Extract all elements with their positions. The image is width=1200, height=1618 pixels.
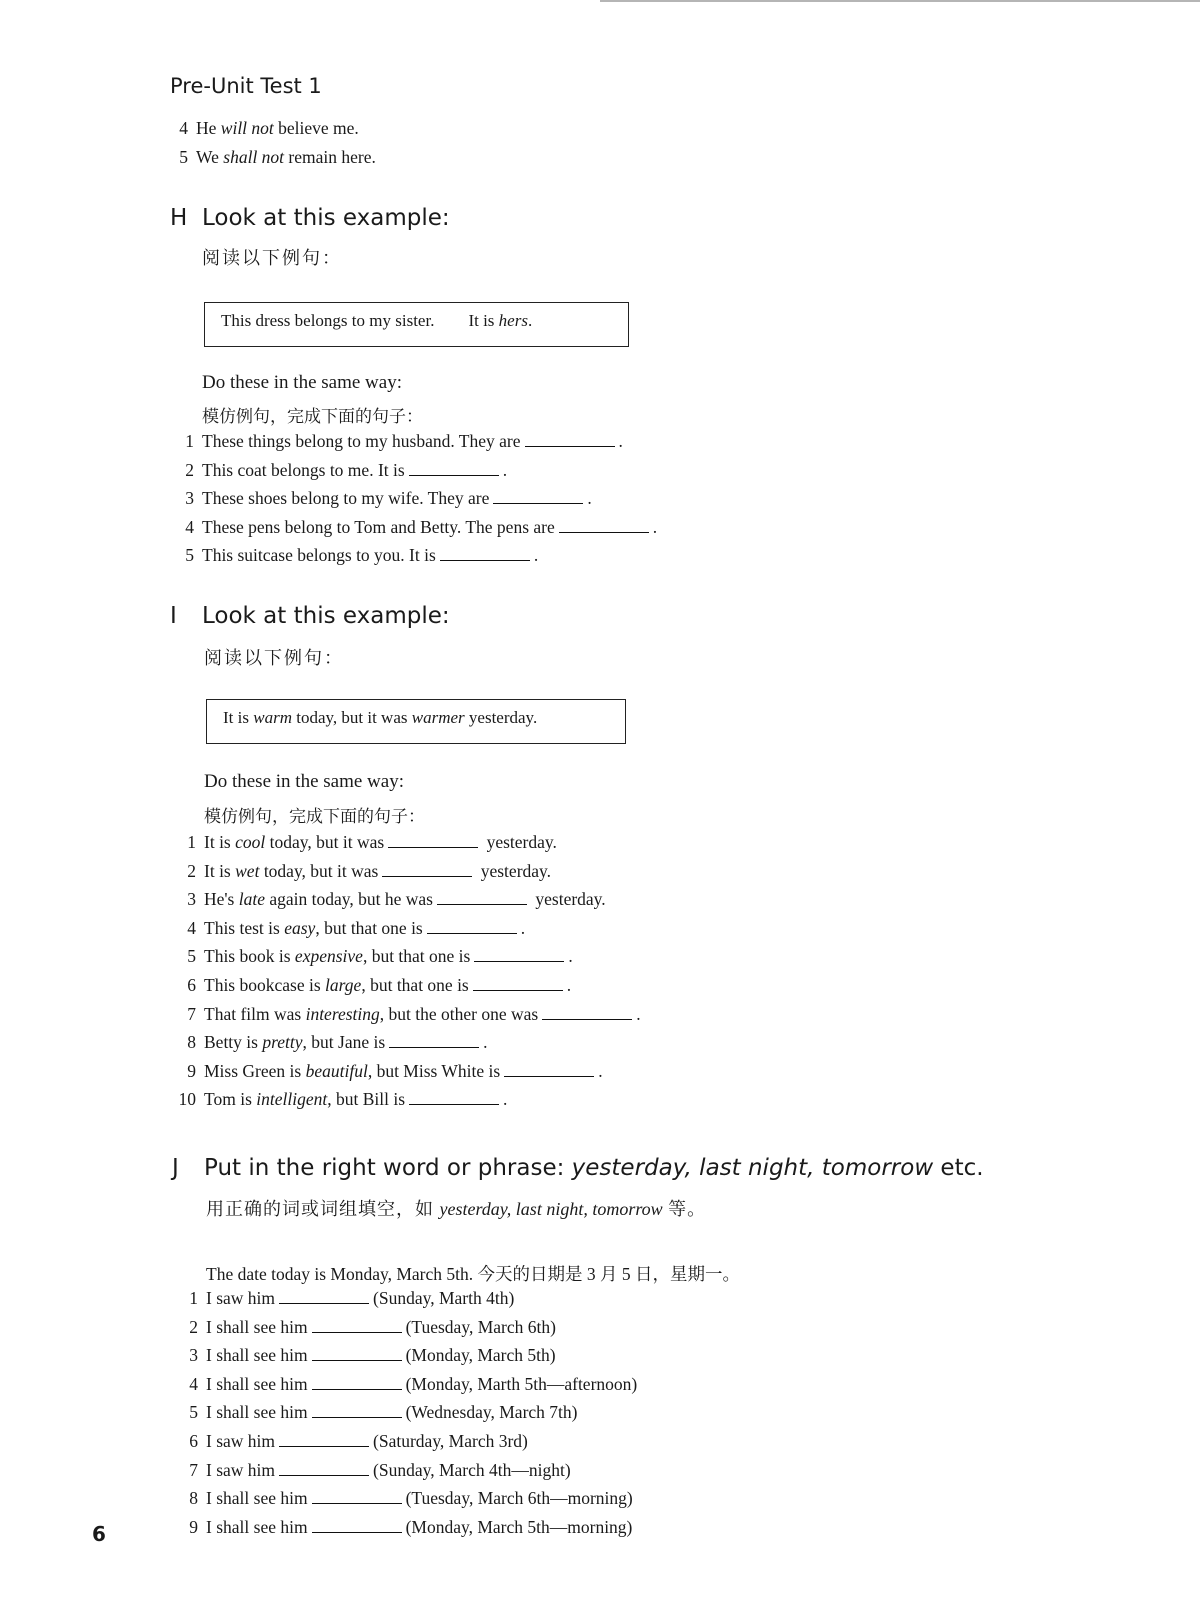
text-segment: today, but it was (259, 860, 379, 881)
text-segment: This coat belongs to me. It is (202, 459, 405, 480)
text-segment: That film was (204, 1003, 306, 1024)
text-segment: again today, but he was (265, 889, 433, 910)
item-number: 2 (187, 860, 196, 881)
item-number: 8 (189, 1488, 198, 1509)
section-i-example-box (206, 699, 626, 744)
text-segment: He (196, 118, 221, 138)
answer-blank[interactable] (474, 947, 564, 962)
answer-blank[interactable] (493, 489, 583, 504)
answer-blank[interactable] (312, 1518, 402, 1533)
item-number: 5 (179, 146, 188, 167)
text-segment: This bookcase is (204, 974, 326, 995)
text-segment: (Tuesday, March 6th) (405, 1316, 556, 1337)
text-segment: These things belong to my husband. They are (202, 431, 521, 451)
item-number: 4 (185, 516, 194, 537)
answer-blank[interactable] (437, 890, 527, 905)
text-segment: I saw him (206, 1430, 276, 1451)
text-segment: etc. (933, 1155, 984, 1181)
text-segment: . (533, 545, 539, 566)
italic-text: interesting (305, 1003, 380, 1024)
exercise-item (189, 1430, 637, 1460)
item-number: 4 (189, 1373, 198, 1394)
exercise-item (187, 889, 641, 918)
answer-blank[interactable] (312, 1346, 402, 1361)
answer-blank[interactable] (312, 1318, 402, 1333)
text-segment: I shall see him (206, 1516, 308, 1537)
item-number: 10 (178, 1089, 196, 1110)
answer-blank[interactable] (389, 1033, 479, 1048)
exercise-item (187, 974, 641, 1004)
text-segment: I saw him (206, 1288, 276, 1308)
answer-blank[interactable] (279, 1461, 369, 1476)
answer-blank[interactable] (559, 518, 649, 533)
text-segment: (Monday, March 5th—morning) (405, 1516, 633, 1537)
item-number: 5 (189, 1402, 198, 1423)
section-i-heading-cn: 阅读以下例句： (204, 648, 344, 668)
text-segment: (Sunday, Marth 4th) (373, 1288, 515, 1308)
text-segment: I saw him (206, 1459, 276, 1480)
exercise-item (179, 146, 376, 176)
section-j-heading (172, 1155, 984, 1181)
text-segment: These pens belong to Tom and Betty. The pens are (202, 516, 555, 537)
item-number: 1 (189, 1288, 198, 1308)
italic-text: yesterday, last night, tomorrow (439, 1199, 663, 1219)
item-number: 1 (185, 431, 194, 451)
exercise-item (189, 1488, 637, 1517)
answer-blank[interactable] (388, 833, 478, 848)
item-number: 2 (185, 459, 194, 480)
section-i-instruction-cn: 模仿例句，完成下面的句子： (204, 807, 425, 826)
item-number: 3 (189, 1345, 198, 1366)
section-h-heading-cn: 阅读以下例句： (202, 248, 342, 268)
answer-blank[interactable] (440, 546, 530, 561)
answer-blank[interactable] (279, 1432, 369, 1447)
answer-blank[interactable] (382, 862, 472, 877)
text-segment: I shall see him (206, 1402, 308, 1423)
text-segment: These shoes belong to my wife. They are (202, 488, 490, 509)
text-segment: , but the other one was (379, 1003, 539, 1024)
page-number: 6 (92, 1522, 106, 1546)
item-number: 2 (189, 1316, 198, 1337)
italic-text: will not (220, 118, 274, 138)
exercise-item (179, 118, 376, 147)
page-header: Pre-Unit Test 1 (170, 74, 322, 98)
text-segment: believe me. (273, 118, 359, 138)
text-segment: (Tuesday, March 6th—morning) (405, 1488, 633, 1509)
italic-text: expensive (294, 946, 363, 967)
exercise-item (187, 1003, 641, 1033)
answer-blank[interactable] (409, 1090, 499, 1105)
text-segment: (Sunday, March 4th—night) (373, 1459, 571, 1480)
text-segment: It is (223, 708, 254, 727)
exercise-item (187, 860, 641, 890)
answer-blank[interactable] (312, 1375, 402, 1390)
text-segment: This test is (204, 917, 285, 938)
text-segment: 等。 (662, 1199, 707, 1219)
text-segment: . (527, 311, 533, 330)
text-segment: . (503, 1089, 508, 1110)
section-h-instruction-cn: 模仿例句，完成下面的句子： (202, 407, 423, 426)
text-segment: . (636, 1003, 641, 1024)
section-g-items (179, 118, 376, 175)
item-number: 9 (189, 1516, 198, 1537)
item-number: 5 (187, 946, 196, 967)
exercise-item (185, 459, 657, 489)
text-segment: This book is (204, 946, 295, 967)
section-j-intro: The date today is Monday, March 5th. 今天的日期是 3 月 5 日，星期一。 (206, 1264, 741, 1284)
italic-text: wet (235, 860, 260, 881)
text-segment: yesterday. (464, 708, 538, 727)
italic-text: hers (498, 311, 528, 330)
text-segment: , but that one is (361, 974, 469, 995)
item-number: 6 (189, 1430, 198, 1451)
answer-blank[interactable] (542, 1005, 632, 1020)
exercise-item (187, 946, 641, 975)
text-segment: . (587, 488, 592, 509)
exercise-item (189, 1373, 638, 1403)
exercise-item (187, 832, 641, 861)
item-number: 7 (187, 1003, 196, 1024)
text-segment: , but that one is (315, 917, 423, 938)
section-heading-text (204, 1155, 984, 1181)
exercise-item (189, 1402, 637, 1431)
answer-blank[interactable] (312, 1403, 402, 1418)
text-segment: . (502, 459, 508, 480)
exercise-item (185, 431, 657, 460)
section-h-instruction: Do these in the same way: (202, 372, 402, 393)
item-number: 1 (187, 832, 196, 852)
text-segment: , but Jane is (302, 1032, 386, 1053)
text-segment: Miss Green is (204, 1060, 306, 1081)
text-segment: (Monday, March 5th) (405, 1345, 556, 1366)
answer-blank[interactable] (504, 1062, 594, 1077)
exercise-item (187, 917, 641, 947)
exercise-item (187, 1032, 641, 1061)
section-j-heading-cn (206, 1195, 706, 1221)
text-segment: This suitcase belongs to you. It is (202, 545, 436, 566)
text-segment: It is (204, 832, 236, 852)
text-segment: yesterday. (476, 860, 552, 881)
exercise-item (189, 1316, 637, 1346)
exercise-item (185, 516, 658, 546)
italic-text: intelligent (256, 1089, 328, 1110)
text-segment: (Saturday, March 3rd) (373, 1430, 528, 1451)
italic-text: shall not (223, 146, 285, 167)
text-segment: yesterday. (531, 889, 606, 910)
text-segment: (Wednesday, March 7th) (405, 1402, 578, 1423)
text-segment: today, but it was (291, 708, 412, 727)
text-segment: , but Bill is (327, 1089, 406, 1110)
item-number: 6 (187, 974, 196, 995)
section-j-items (189, 1288, 638, 1545)
answer-blank[interactable] (312, 1489, 402, 1504)
text-segment: , but Miss White is (367, 1060, 501, 1081)
section-letter: J (172, 1155, 179, 1181)
text-segment: . (566, 974, 572, 995)
text-segment: remain here. (284, 146, 376, 167)
section-heading-text: Look at this example: (202, 205, 450, 231)
item-number: 9 (187, 1060, 196, 1081)
item-number: 4 (187, 917, 196, 938)
item-number: 7 (189, 1459, 198, 1480)
text-segment: We (196, 146, 224, 167)
answer-blank[interactable] (279, 1289, 369, 1304)
text-segment: . (520, 917, 526, 938)
answer-blank[interactable] (473, 976, 563, 991)
italic-text: easy (284, 917, 316, 938)
section-i-heading (170, 603, 450, 629)
item-number: 3 (187, 889, 196, 910)
italic-text: beautiful (305, 1060, 368, 1081)
section-letter: H (170, 205, 188, 231)
italic-text: warmer (411, 708, 465, 727)
exercise-item (178, 1089, 641, 1118)
answer-blank[interactable] (525, 432, 615, 447)
answer-blank[interactable] (409, 461, 499, 476)
text-segment: I shall see him (206, 1488, 308, 1509)
text-segment: 用正确的词或词组填空，如 (206, 1199, 440, 1219)
text-segment: (Monday, Marth 5th—afternoon) (405, 1373, 638, 1394)
exercise-item (185, 488, 657, 517)
exercise-item (185, 545, 657, 574)
item-number: 3 (185, 488, 194, 509)
section-h-heading (170, 205, 450, 231)
section-h-example-box (204, 302, 629, 347)
exercise-item (189, 1288, 637, 1317)
text-segment: , but that one is (362, 946, 471, 967)
text-segment: I shall see him (206, 1316, 308, 1337)
section-i-instruction: Do these in the same way: (204, 771, 404, 792)
item-number: 4 (179, 118, 188, 138)
italic-text: large (325, 974, 362, 995)
text-segment: . (652, 516, 658, 537)
text-segment: I shall see him (206, 1345, 308, 1366)
text-segment: It is (204, 860, 236, 881)
italic-text: cool (235, 832, 266, 852)
text-segment: He's (204, 889, 239, 910)
text-segment: . (568, 946, 573, 967)
text-segment: Tom is (204, 1089, 257, 1110)
section-h-items (185, 431, 658, 574)
text-segment: I shall see him (206, 1373, 308, 1394)
exercise-item (187, 1060, 641, 1090)
text-segment: today, but it was (265, 832, 385, 852)
exercise-item (189, 1459, 637, 1489)
italic-text: late (238, 889, 265, 910)
italic-text: yesterday, last night, tomorrow (571, 1155, 934, 1181)
section-heading-text: Look at this example: (202, 603, 450, 629)
item-number: 5 (185, 545, 194, 566)
answer-blank[interactable] (427, 919, 517, 934)
text-segment: This dress belongs to my sister. It is (221, 311, 499, 330)
text-segment: Put in the right word or phrase: (204, 1155, 572, 1181)
text-segment: . (618, 431, 623, 451)
item-number: 8 (187, 1032, 196, 1053)
section-letter: I (170, 603, 177, 629)
text-segment: Betty is (204, 1032, 263, 1053)
italic-text: pretty (262, 1032, 303, 1053)
page-top-rule (600, 0, 1200, 2)
section-i-items (178, 832, 641, 1118)
text-segment: yesterday. (482, 832, 557, 852)
exercise-item (189, 1516, 637, 1546)
exercise-item (189, 1345, 637, 1374)
text-segment: . (483, 1032, 488, 1053)
italic-text: warm (253, 708, 292, 727)
text-segment: . (598, 1060, 603, 1081)
